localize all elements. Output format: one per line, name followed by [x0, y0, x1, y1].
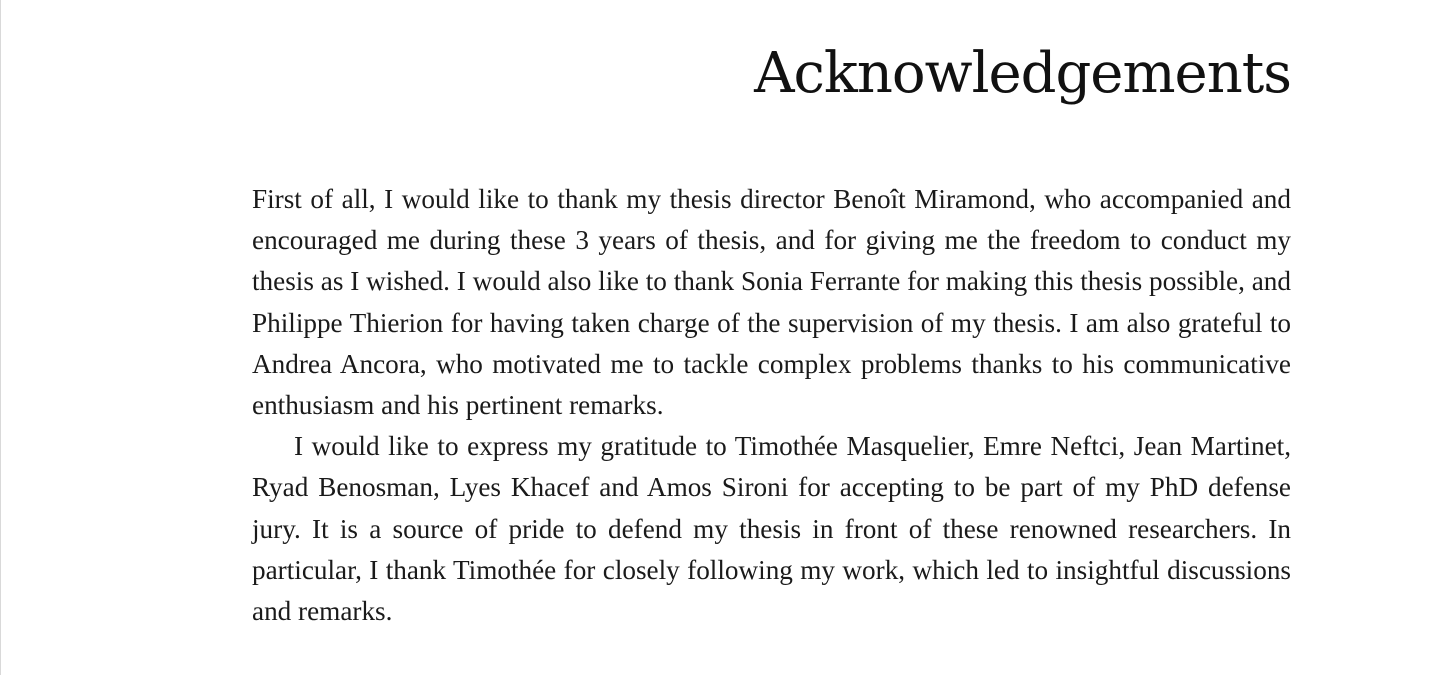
chapter-title: Acknowledgements	[754, 41, 1291, 106]
paragraph-1: First of all, I would like to thank my thesis director Benoît Miramond, who accompanied and encouraged me during these 3 years of thesis, and for giving me the freedom to conduct my thesis as I wished. I would also like to thank Sonia Ferrante for making this thesis possible, and Philippe Thierion for having taken charge of the supervision of my thesis. I am also grateful to Andrea Ancora, who motivated me to tackle complex problems thanks to his communicative enthusiasm and his pertinent remarks.	[252, 184, 1291, 421]
document-page	[252, 0, 1291, 627]
paragraph-2: I would like to express my gratitude to Timothée Masquelier, Emre Neftci, Jean Martinet, Ryad Benosman, Lyes Khacef and Amos Sironi for accepting to be part of my PhD defense jury. It is a source of pride to defend my thesis in front of these renowned researchers. In particular, I thank Timothée for closely following my work, which led to insightful discussions and remarks.	[252, 431, 1291, 627]
page-left-edge	[0, 0, 1, 675]
acknowledgements-body	[252, 179, 1291, 632]
